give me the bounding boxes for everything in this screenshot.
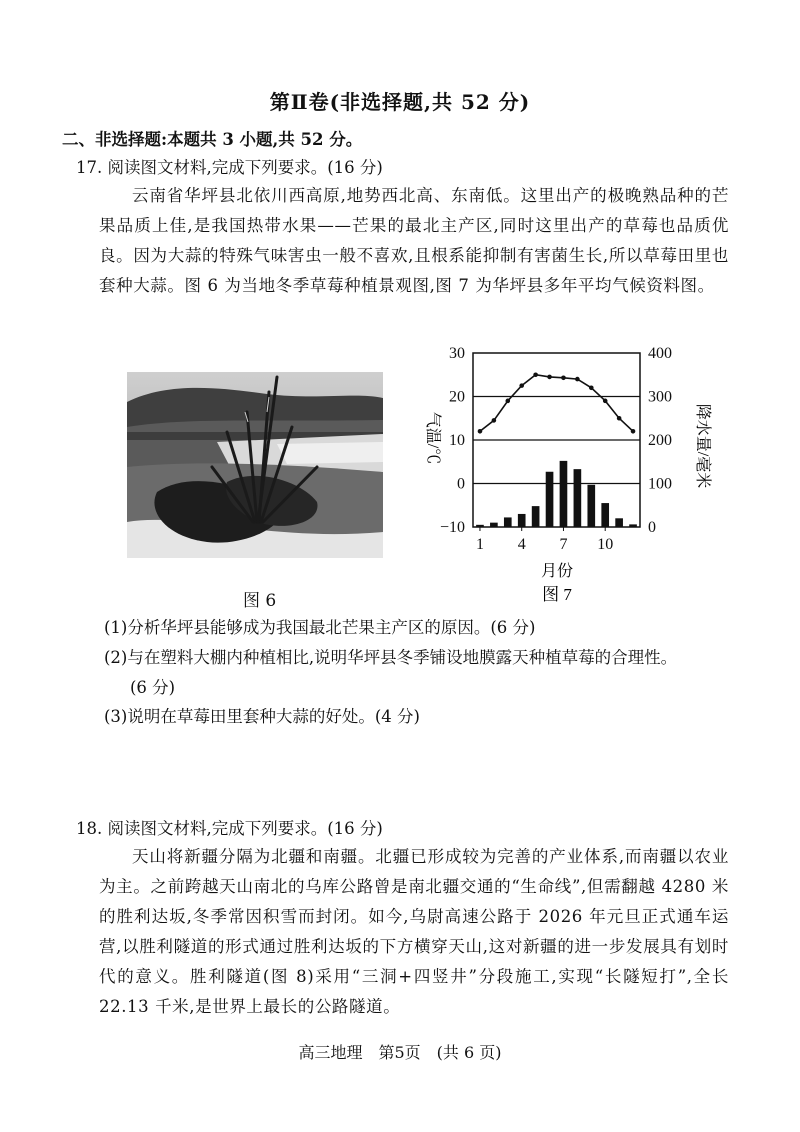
temperature-point: [589, 386, 594, 391]
x-tick-label: 10: [597, 536, 614, 553]
fig7-caption: 图 7: [542, 585, 572, 604]
q17-stem: 17. 阅读图文材料,完成下列要求。(16 分): [76, 158, 383, 177]
q18-stem: 18. 阅读图文材料,完成下列要求。(16 分): [76, 819, 383, 838]
temperature-point: [547, 375, 552, 380]
precipitation-bar: [546, 472, 554, 527]
precipitation-bar: [615, 518, 623, 527]
fig6-caption: 图 6: [243, 591, 277, 611]
temperature-point: [617, 416, 622, 421]
q18-material: 天山将新疆分隔为北疆和南疆。北疆已形成较为完善的产业体系,而南疆以农业为主。之前跨越天山南北的乌库公路曾是南北疆交通的“生命线”,但需翻越 4280 米的胜利达坂,冬季常因积雪而封闭。如今,乌尉高速公路于 2026 年元旦正式通车运营,以胜利隧道的形式通过胜利达坂的下方横穿天山,这对新疆的进一步发展具有划时代的意义。胜利隧道(图 8)采用“三洞+四竖井”分段施工,实现“长隧短打”,全长 22.13 千米,是世界上最长的公路隧道。: [99, 847, 729, 1016]
x-tick-label: 7: [559, 536, 568, 553]
temperature-point: [492, 418, 497, 423]
precipitation-bar: [490, 523, 498, 527]
part-heading: 二、非选择题:本题共 3 小题,共 52 分。: [62, 130, 363, 149]
temperature-point: [533, 372, 538, 377]
precipitation-bar: [574, 469, 582, 527]
y-left-tick-label: 30: [449, 345, 465, 362]
temperature-point: [519, 383, 524, 388]
y-right-label: 降水量/毫米: [694, 403, 711, 489]
precipitation-bar: [601, 503, 609, 527]
y-right-tick-label: 100: [648, 475, 672, 493]
y-left-tick-label: 0: [457, 475, 465, 493]
y-right-tick-label: 400: [648, 345, 672, 362]
temperature-point: [575, 377, 580, 382]
y-left-label: 气温/℃: [424, 411, 441, 465]
temperature-point: [478, 429, 483, 434]
temperature-line: [480, 375, 633, 432]
precipitation-bar: [629, 524, 637, 527]
temperature-point: [561, 375, 566, 380]
x-tick-label: 4: [517, 536, 526, 553]
y-right-tick-label: 0: [648, 519, 656, 536]
precipitation-bar: [504, 517, 512, 527]
y-right-tick-label: 300: [648, 388, 672, 406]
temperature-point: [505, 399, 510, 404]
q17-sub1: (1)分析华坪县能够成为我国最北芒果主产区的原因。(6 分): [104, 618, 536, 637]
page-footer: 高三地理 第5页 (共 6 页): [298, 1043, 502, 1062]
x-axis-label: 月份: [540, 563, 574, 580]
precipitation-bar: [518, 514, 526, 527]
y-right-tick-label: 200: [648, 432, 672, 449]
q17-material: 云南省华坪县北依川西高原,地势西北高、东南低。这里出产的极晚熟品种的芒果品质上佳,是我国热带水果——芒果的最北主产区,同时这里出产的草莓也品质优良。因为大蒜的特殊气味害虫一般不喜欢,且根系能抑制有害菌生长,所以草莓田里也套种大蒜。图 6 为当地冬季草莓种植景观图,图 7 为华坪县多年平均气候资料图。: [99, 186, 729, 295]
q17-sub2-line2: (6 分): [130, 678, 176, 697]
temperature-point: [631, 429, 636, 434]
section-title: 第Ⅱ卷(非选择题,共 52 分): [269, 90, 531, 114]
y-left-tick-label: 10: [449, 432, 465, 449]
precipitation-bar: [560, 461, 568, 527]
precipitation-bar: [587, 485, 595, 527]
y-left-tick-label: −10: [439, 519, 465, 536]
q17-sub2-line1: (2)与在塑料大棚内种植相比,说明华坪县冬季铺设地膜露天种植草莓的合理性。: [104, 648, 678, 667]
temperature-point: [603, 399, 608, 404]
precipitation-bar: [476, 525, 484, 527]
precipitation-bar: [532, 506, 540, 527]
y-left-tick-label: 20: [449, 388, 465, 406]
q17-sub3: (3)说明在草莓田里套种大蒜的好处。(4 分): [104, 707, 420, 726]
climate-chart: [400, 338, 730, 608]
strawberry-field-photo: [127, 372, 383, 558]
x-tick-label: 1: [475, 536, 484, 553]
